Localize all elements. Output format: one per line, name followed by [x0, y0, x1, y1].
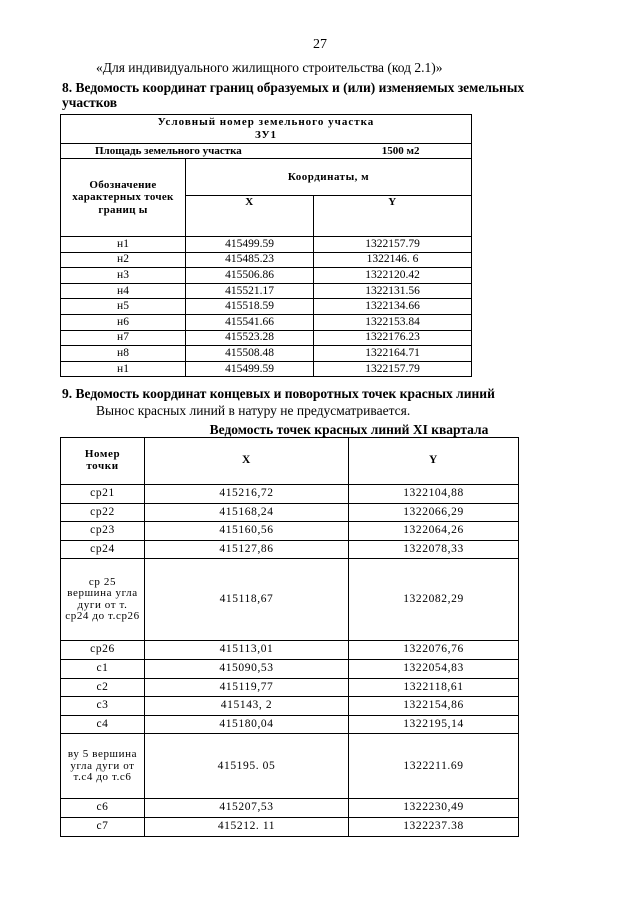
cell-y: 1322157.79 [314, 361, 472, 377]
cell-x: 415118,67 [145, 559, 349, 641]
cell-point: н1 [61, 237, 186, 253]
section-9-note: Вынос красных линий в натуру не предусматривается. [96, 403, 411, 418]
parcel-area-value: 1500 м2 [381, 144, 420, 157]
cell-y: 1322176.23 [314, 330, 472, 346]
cell-y: 1322164.71 [314, 346, 472, 362]
cell-x: 415521.17 [186, 283, 314, 299]
cell-y: 1322066,29 [349, 503, 519, 522]
section-9-heading: 9. Ведомость координат концевых и поворотных точек красных линий [62, 386, 495, 401]
red-lines-table [60, 437, 519, 837]
cell-point: ву 5 вершина угла дуги от т.с4 до т.с6 [61, 734, 145, 799]
cell-y: 1322082,29 [349, 559, 519, 641]
section-8-heading-line2: участков [62, 95, 118, 110]
table-row [61, 268, 472, 284]
cell-point: с7 [61, 817, 145, 836]
col-header-y: Y [349, 438, 519, 485]
col-header-coords: Координаты, м [186, 159, 472, 196]
cell-y: 1322211.69 [349, 734, 519, 799]
cell-y: 1322237.38 [349, 817, 519, 836]
cell-x: 415195. 05 [145, 734, 349, 799]
cell-point: ср22 [61, 503, 145, 522]
cell-y: 1322146. 6 [314, 252, 472, 268]
cell-x: 415485.23 [186, 252, 314, 268]
col-header-x: Х [186, 196, 314, 237]
cell-y: 1322118,61 [349, 678, 519, 697]
cell-point: с4 [61, 715, 145, 734]
cell-y: 1322195,14 [349, 715, 519, 734]
cell-point: н5 [61, 299, 186, 315]
cell-y: 1322076,76 [349, 641, 519, 660]
cell-y: 1322131.56 [314, 283, 472, 299]
col-header-point: Обозначение характерных точек границ ы [61, 159, 186, 237]
parcel-caption [61, 115, 472, 144]
cell-x: 415523.28 [186, 330, 314, 346]
cell-x: 415216,72 [145, 485, 349, 504]
cell-x: 415180,04 [145, 715, 349, 734]
cell-x: 415119,77 [145, 678, 349, 697]
table-row [61, 485, 519, 504]
table-row [61, 503, 519, 522]
cell-point: ср26 [61, 641, 145, 660]
table-row [61, 252, 472, 268]
cell-y: 1322064,26 [349, 522, 519, 541]
table-row [61, 697, 519, 716]
cell-y: 1322157.79 [314, 237, 472, 253]
parcel-coordinates-table [60, 114, 472, 377]
table-row [61, 330, 472, 346]
cell-y: 1322134.66 [314, 299, 472, 315]
cell-point: ср23 [61, 522, 145, 541]
cell-point: ср21 [61, 485, 145, 504]
section-8-heading-line1: 8. Ведомость координат границ образуемых и (или) изменяемых земельных [62, 80, 525, 95]
cell-x: 415212. 11 [145, 817, 349, 836]
cell-point: с1 [61, 659, 145, 678]
col-header-x: X [145, 438, 349, 485]
table-row [61, 314, 472, 330]
cell-x: 415541.66 [186, 314, 314, 330]
table-row [61, 678, 519, 697]
cell-point: ср24 [61, 540, 145, 559]
table-row [61, 817, 519, 836]
table-row [61, 237, 472, 253]
page-number: 27 [313, 37, 327, 52]
parcel-caption-label: Условный номер земельного участка [157, 116, 375, 128]
cell-y: 1322153.84 [314, 314, 472, 330]
col-header-point: Номер точки [61, 438, 145, 485]
cell-point: с3 [61, 697, 145, 716]
cell-point: с2 [61, 678, 145, 697]
cell-y: 1322120.42 [314, 268, 472, 284]
table-row [61, 299, 472, 315]
cell-point: ср 25 вершина угла дуги от т. ср24 до т.ср26 [61, 559, 145, 641]
cell-x: 415143, 2 [145, 697, 349, 716]
table-row [61, 799, 519, 818]
cell-x: 415506.86 [186, 268, 314, 284]
cell-x: 415160,56 [145, 522, 349, 541]
cell-y: 1322078,33 [349, 540, 519, 559]
table-row [61, 522, 519, 541]
cell-x: 415207,53 [145, 799, 349, 818]
cell-x: 415113,01 [145, 641, 349, 660]
cell-point: н6 [61, 314, 186, 330]
subtitle: «Для индивидуального жилищного строительства (код 2.1)» [96, 60, 443, 75]
cell-x: 415127,86 [145, 540, 349, 559]
cell-point: н7 [61, 330, 186, 346]
table-row [61, 361, 472, 377]
table-row [61, 734, 519, 799]
red-lines-table-title: Ведомость точек красных линий XI квартала [209, 422, 489, 437]
cell-x: 415168,24 [145, 503, 349, 522]
cell-point: н1 [61, 361, 186, 377]
cell-x: 415090,53 [145, 659, 349, 678]
cell-y: 1322104,88 [349, 485, 519, 504]
section-8-heading [62, 80, 617, 110]
col-header-y: Y [314, 196, 472, 237]
table-row [61, 559, 519, 641]
parcel-area-label: Площадь земельного участка [95, 144, 242, 157]
cell-point: н4 [61, 283, 186, 299]
table-row [61, 659, 519, 678]
cell-x: 415508.48 [186, 346, 314, 362]
parcel-area [61, 144, 472, 159]
cell-y: 1322154,86 [349, 697, 519, 716]
table-row [61, 283, 472, 299]
cell-x: 415499.59 [186, 237, 314, 253]
cell-x: 415518.59 [186, 299, 314, 315]
table-row [61, 540, 519, 559]
table-row [61, 346, 472, 362]
parcel-id: ЗУ1 [254, 129, 278, 141]
cell-point: н8 [61, 346, 186, 362]
cell-y: 1322230,49 [349, 799, 519, 818]
cell-point: н3 [61, 268, 186, 284]
cell-x: 415499.59 [186, 361, 314, 377]
table-row [61, 715, 519, 734]
cell-point: с6 [61, 799, 145, 818]
table-row [61, 641, 519, 660]
cell-y: 1322054,83 [349, 659, 519, 678]
cell-point: н2 [61, 252, 186, 268]
